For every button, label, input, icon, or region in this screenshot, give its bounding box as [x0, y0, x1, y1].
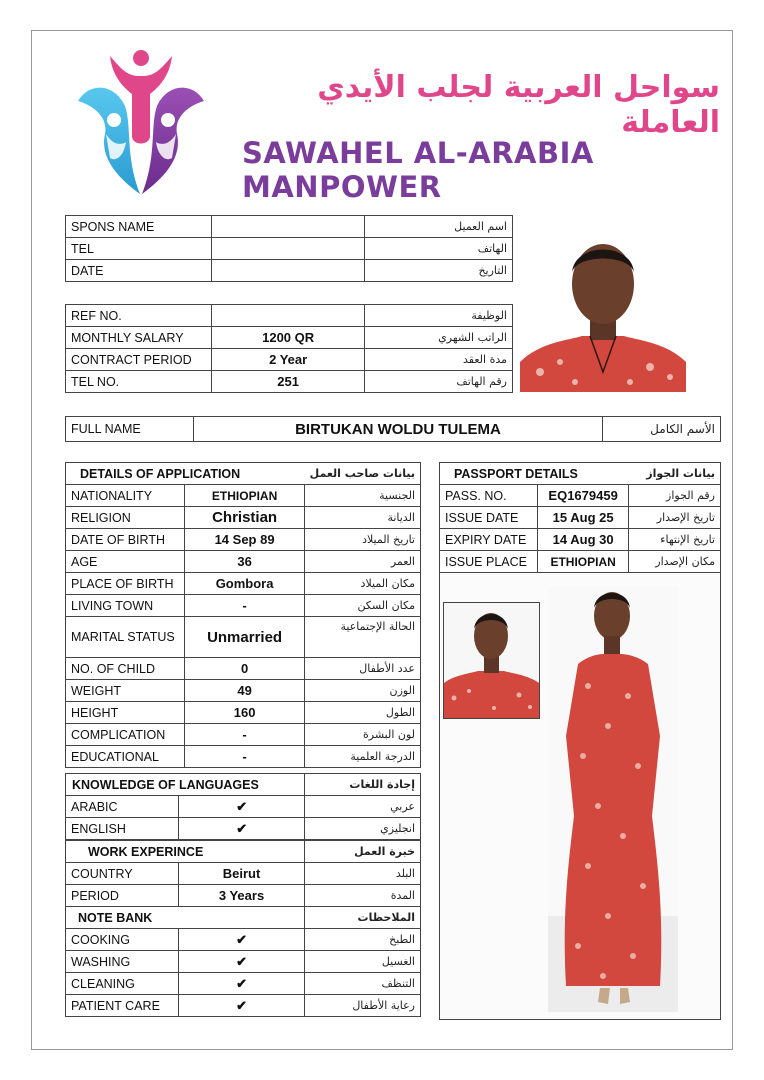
table-row — [66, 371, 513, 393]
patient-care-ar: رعاية الأطفال — [305, 995, 421, 1017]
arabic-check-icon: ✔ — [178, 796, 305, 818]
english-ar: انجليزي — [305, 818, 421, 840]
period-label: PERIOD — [66, 885, 179, 907]
living-town-label: LIVING TOWN — [66, 595, 185, 617]
salary-value: 1200 QR — [211, 327, 364, 349]
experience-title: WORK EXPERINCE — [66, 841, 305, 863]
table-row — [66, 907, 421, 929]
table-row — [66, 485, 421, 507]
age-ar: العمر — [305, 551, 421, 573]
tel-no-ar: رقم الهاتف — [365, 371, 513, 393]
note-bank-title: NOTE BANK — [66, 907, 305, 929]
complication-ar: لون البشرة — [305, 724, 421, 746]
period-ar: المدة — [305, 885, 421, 907]
table-row — [66, 863, 421, 885]
marital-status-ar: الحالة الإجتماعية — [305, 617, 421, 658]
contract-period-ar: مدة العقد — [365, 349, 513, 371]
table-row — [66, 724, 421, 746]
date-value — [211, 260, 364, 282]
table-row — [66, 885, 421, 907]
cooking-label: COOKING — [66, 929, 179, 951]
passport-table — [439, 462, 721, 573]
cleaning-label: CLEANING — [66, 973, 179, 995]
tel-ar: الهاتف — [365, 238, 513, 260]
table-row — [66, 417, 721, 442]
languages-table — [65, 773, 421, 840]
no-of-child-value: 0 — [185, 658, 305, 680]
patient-care-check-icon: ✔ — [178, 995, 304, 1017]
country-value: Beirut — [178, 863, 305, 885]
expiry-date-ar: تاريخ الإنتهاء — [629, 529, 721, 551]
note-bank-table — [65, 906, 421, 1017]
table-row — [66, 702, 421, 724]
washing-label: WASHING — [66, 951, 179, 973]
table-row — [66, 327, 513, 349]
religion-ar: الديانة — [305, 507, 421, 529]
table-row — [66, 507, 421, 529]
dob-ar: تاريخ الميلاد — [305, 529, 421, 551]
cooking-ar: الطبخ — [305, 929, 421, 951]
nationality-ar: الجنسية — [305, 485, 421, 507]
spons-name-value — [211, 216, 364, 238]
table-row — [66, 260, 513, 282]
tel-no-value: 251 — [211, 371, 364, 393]
salary-label: MONTHLY SALARY — [66, 327, 212, 349]
place-of-birth-ar: مكان الميلاد — [305, 573, 421, 595]
table-row — [440, 551, 721, 573]
pass-no-ar: رقم الجواز — [629, 485, 721, 507]
ref-no-label: REF NO. — [66, 305, 212, 327]
date-ar: التاريخ — [365, 260, 513, 282]
arabic-ar: عربي — [305, 796, 421, 818]
sawahel-logo — [70, 46, 212, 196]
height-ar: الطول — [305, 702, 421, 724]
table-row — [66, 746, 421, 768]
pass-no-label: PASS. NO. — [440, 485, 538, 507]
table-row — [66, 774, 421, 796]
place-of-birth-label: PLACE OF BIRTH — [66, 573, 185, 595]
passport-title: PASSPORT DETAILS — [440, 463, 629, 485]
weight-value: 49 — [185, 680, 305, 702]
issue-date-value: 15 Aug 25 — [537, 507, 629, 529]
table-row — [66, 529, 421, 551]
tel-no-label: TEL NO. — [66, 371, 212, 393]
educational-label: EDUCATIONAL — [66, 746, 185, 768]
expiry-date-label: EXPIRY DATE — [440, 529, 538, 551]
arabic-label: ARABIC — [66, 796, 179, 818]
salary-ar: الراتب الشهري — [365, 327, 513, 349]
table-row — [66, 617, 421, 658]
headshot-illustration — [520, 232, 686, 392]
country-label: COUNTRY — [66, 863, 179, 885]
issue-place-label: ISSUE PLACE — [440, 551, 538, 573]
cleaning-check-icon: ✔ — [178, 973, 304, 995]
small-portrait-illustration — [444, 603, 539, 718]
brand-english-name: SAWAHEL AL-ARABIA MANPOWER — [242, 136, 594, 204]
dob-value: 14 Sep 89 — [185, 529, 305, 551]
tel-value — [211, 238, 364, 260]
cleaning-ar: التنظف — [305, 973, 421, 995]
english-label: ENGLISH — [66, 818, 179, 840]
note-bank-title-ar: الملاحظات — [305, 907, 421, 929]
table-row — [66, 595, 421, 617]
table-row — [66, 841, 421, 863]
ref-no-value — [211, 305, 364, 327]
patient-care-label: PATIENT CARE — [66, 995, 179, 1017]
religion-value: Christian — [185, 507, 305, 529]
country-ar: البلد — [305, 863, 421, 885]
marital-status-value: Unmarried — [185, 617, 305, 658]
height-label: HEIGHT — [66, 702, 185, 724]
table-row — [66, 463, 421, 485]
weight-ar: الوزن — [305, 680, 421, 702]
english-check-icon: ✔ — [178, 818, 305, 840]
job-table — [65, 304, 513, 393]
table-row — [66, 349, 513, 371]
spons-name-label: SPONS NAME — [66, 216, 212, 238]
religion-label: RELIGION — [66, 507, 185, 529]
age-value: 36 — [185, 551, 305, 573]
table-row — [66, 305, 513, 327]
headshot-photo — [520, 232, 686, 392]
marital-status-label: MARITAL STATUS — [66, 617, 185, 658]
period-value: 3 Years — [178, 885, 305, 907]
full-body-photo — [548, 586, 678, 1012]
nationality-value: ETHIOPIAN — [185, 485, 305, 507]
date-label: DATE — [66, 260, 212, 282]
full-body-illustration — [548, 586, 678, 1012]
table-row — [66, 573, 421, 595]
dob-label: DATE OF BIRTH — [66, 529, 185, 551]
experience-table — [65, 840, 421, 907]
table-row — [440, 463, 721, 485]
issue-date-label: ISSUE DATE — [440, 507, 538, 529]
living-town-value: - — [185, 595, 305, 617]
application-table — [65, 462, 421, 768]
passport-title-ar: بيانات الجواز — [629, 463, 721, 485]
height-value: 160 — [185, 702, 305, 724]
issue-place-ar: مكان الإصدار — [629, 551, 721, 573]
languages-title: KNOWLEDGE OF LANGUAGES — [66, 774, 305, 796]
table-row — [66, 238, 513, 260]
place-of-birth-value: Gombora — [185, 573, 305, 595]
full-name-ar: الأسم الكامل — [603, 417, 721, 442]
small-portrait-photo — [443, 602, 540, 719]
spons-name-ar: اسم العميل — [365, 216, 513, 238]
no-of-child-label: NO. OF CHILD — [66, 658, 185, 680]
tel-label: TEL — [66, 238, 212, 260]
table-row — [66, 216, 513, 238]
nationality-label: NATIONALITY — [66, 485, 185, 507]
table-row — [66, 658, 421, 680]
application-title-ar: بيانات صاحب العمل — [305, 463, 421, 485]
full-name-label: FULL NAME — [66, 417, 194, 442]
table-row — [440, 485, 721, 507]
application-title: DETAILS OF APPLICATION — [66, 463, 305, 485]
living-town-ar: مكان السكن — [305, 595, 421, 617]
sponsor-table — [65, 215, 513, 282]
table-row — [66, 680, 421, 702]
educational-ar: الدرجة العلمية — [305, 746, 421, 768]
complication-label: COMPLICATION — [66, 724, 185, 746]
languages-title-ar: إجادة اللغات — [305, 774, 421, 796]
cooking-check-icon: ✔ — [178, 929, 304, 951]
full-name-table — [65, 416, 721, 442]
complication-value: - — [185, 724, 305, 746]
table-row — [66, 796, 421, 818]
full-name-value: BIRTUKAN WOLDU TULEMA — [193, 417, 602, 442]
contract-period-value: 2 Year — [211, 349, 364, 371]
no-of-child-ar: عدد الأطفال — [305, 658, 421, 680]
age-label: AGE — [66, 551, 185, 573]
weight-label: WEIGHT — [66, 680, 185, 702]
table-row — [66, 973, 421, 995]
educational-value: - — [185, 746, 305, 768]
table-row — [440, 507, 721, 529]
washing-check-icon: ✔ — [178, 951, 304, 973]
pass-no-value: EQ1679459 — [537, 485, 629, 507]
issue-place-value: ETHIOPIAN — [537, 551, 629, 573]
table-row — [66, 929, 421, 951]
expiry-date-value: 14 Aug 30 — [537, 529, 629, 551]
table-row — [66, 995, 421, 1017]
experience-title-ar: خبرة العمل — [305, 841, 421, 863]
table-row — [66, 551, 421, 573]
table-row — [66, 951, 421, 973]
table-row — [440, 529, 721, 551]
washing-ar: الغسيل — [305, 951, 421, 973]
contract-period-label: CONTRACT PERIOD — [66, 349, 212, 371]
table-row — [66, 818, 421, 840]
brand-arabic-name: سواحل العربية لجلب الأيدي العاملة — [317, 70, 720, 140]
issue-date-ar: تاريخ الإصدار — [629, 507, 721, 529]
ref-no-ar: الوظيفة — [365, 305, 513, 327]
